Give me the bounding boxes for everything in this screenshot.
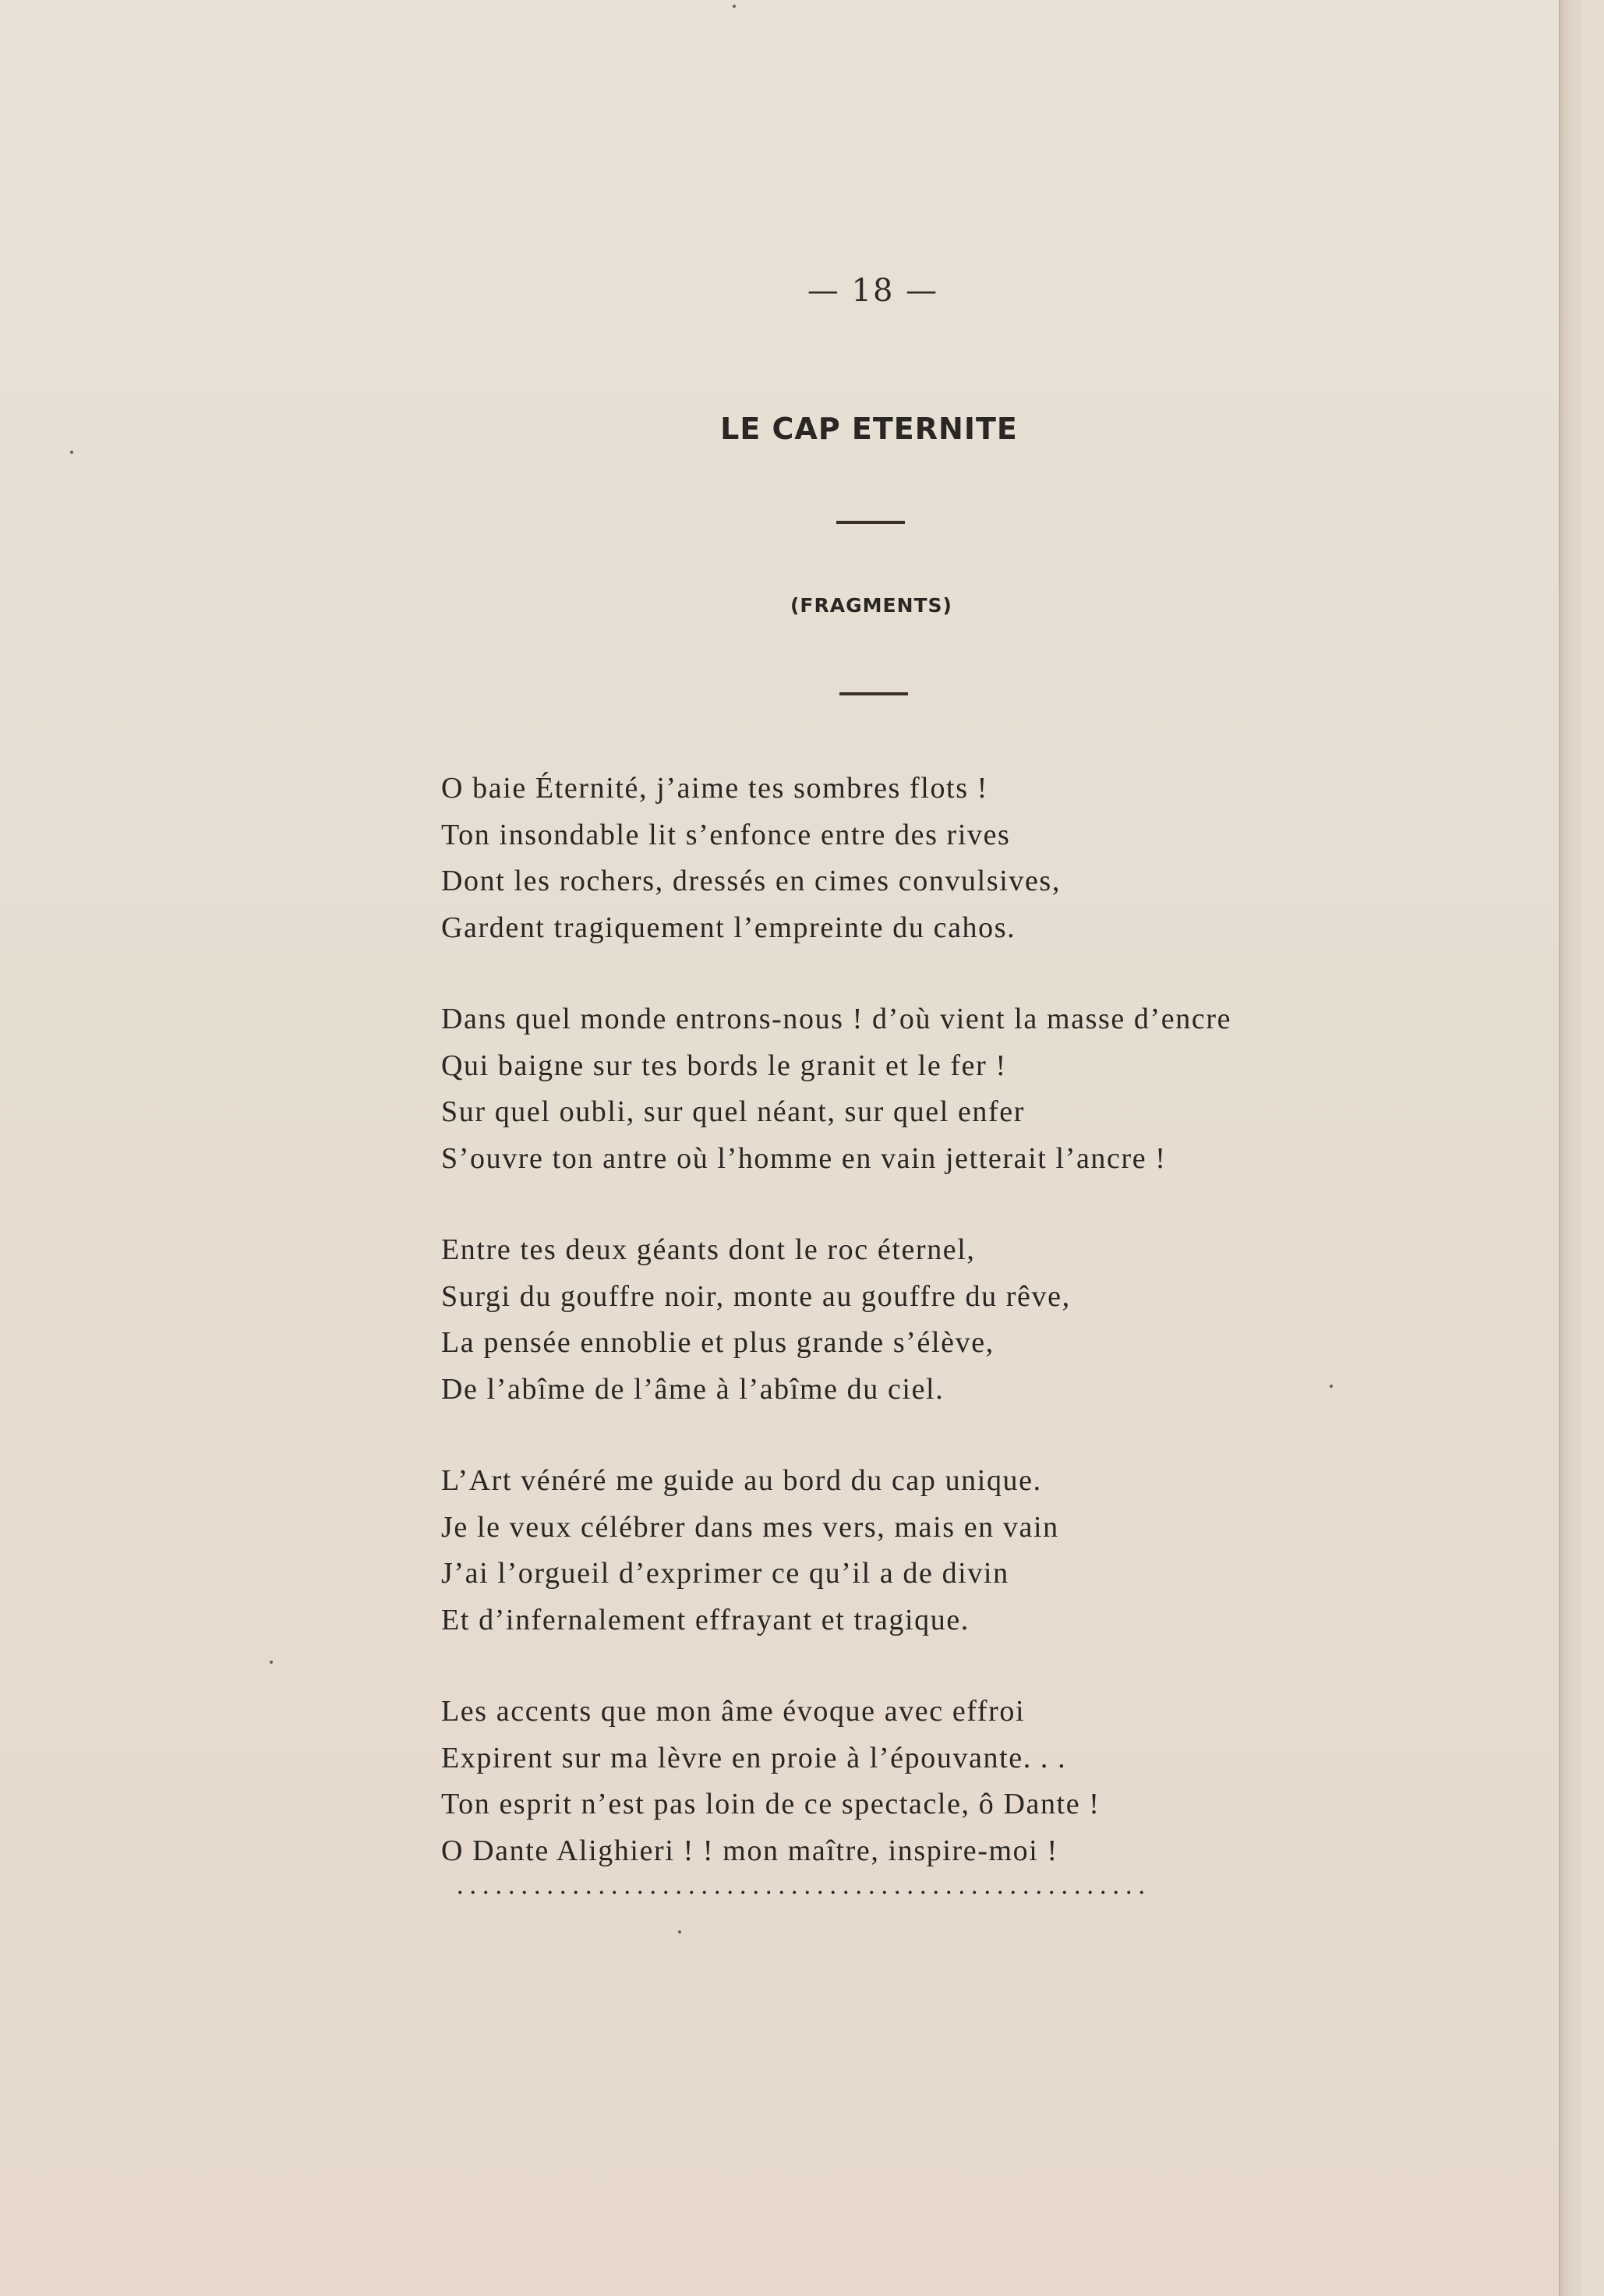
verse-line: L’Art vénéré me guide au bord du cap unique. — [441, 1464, 1042, 1497]
verse-line: De l’abîme de l’âme à l’abîme du ciel. — [441, 1372, 945, 1406]
verse-line: S’ouvre ton antre où l’homme en vain jetterait l’ancre ! — [441, 1141, 1167, 1175]
verse-line: O Dante Alighieri ! ! mon maître, inspire-moi ! — [441, 1834, 1058, 1867]
paper-speck — [1330, 1385, 1333, 1388]
paper-speck — [70, 451, 73, 454]
page-edge — [1559, 0, 1582, 2296]
paper-speck — [270, 1661, 273, 1664]
poem-title: LE CAP ETERNITE — [720, 412, 1018, 446]
subtitle-divider — [839, 692, 908, 695]
verse-line: Je le veux célébrer dans mes vers, mais en vain — [441, 1510, 1059, 1544]
poem-subtitle: (FRAGMENTS) — [790, 594, 952, 617]
verse-line: Gardent tragiquement l’empreinte du cahos. — [441, 911, 1016, 944]
verse-line: Dont les rochers, dressés en cimes convulsives, — [441, 865, 1061, 897]
stanza — [441, 1227, 1376, 1413]
stanza — [441, 996, 1376, 1182]
verse-line: Entre tes deux géants dont le roc éternel, — [441, 1233, 976, 1266]
poem-body — [441, 766, 1376, 1919]
stanza — [441, 1458, 1376, 1643]
paper-speck — [733, 5, 736, 8]
ellipsis-line: ...................................................... — [457, 1871, 1151, 1900]
verse-line: Sur quel oubli, sur quel néant, sur quel enfer — [441, 1095, 1025, 1128]
verse-line: Surgi du gouffre noir, monte au gouffre du rêve, — [441, 1279, 1071, 1313]
verse-line: Expirent sur ma lèvre en proie à l’épouvante. . . — [441, 1741, 1067, 1774]
stanza — [441, 1689, 1376, 1874]
verse-line: Les accents que mon âme évoque avec effroi — [441, 1695, 1026, 1728]
verse-line: Ton insondable lit s’enfonce entre des rives — [441, 818, 1011, 851]
verse-line: Ton esprit n’est pas loin de ce spectacle, ô Dante ! — [441, 1788, 1101, 1820]
verse-line: La pensée ennoblie et plus grande s’élève, — [441, 1326, 995, 1359]
verse-line: Qui baigne sur tes bords le granit et le fer ! — [441, 1049, 1007, 1082]
page-number: — 18 — — [807, 273, 939, 309]
verse-line: O baie Éternité, j’aime tes sombres flots ! — [441, 772, 988, 805]
verse-line: Dans quel monde entrons-nous ! d’où vient la masse d’encre — [441, 1003, 1232, 1035]
verse-line: Et d’infernalement effrayant et tragique. — [441, 1603, 970, 1636]
verse-line: J’ai l’orgueil d’exprimer ce qu’il a de divin — [441, 1557, 1009, 1590]
paper-speck — [678, 1930, 681, 1933]
title-divider — [836, 521, 905, 524]
stanza — [441, 766, 1376, 951]
